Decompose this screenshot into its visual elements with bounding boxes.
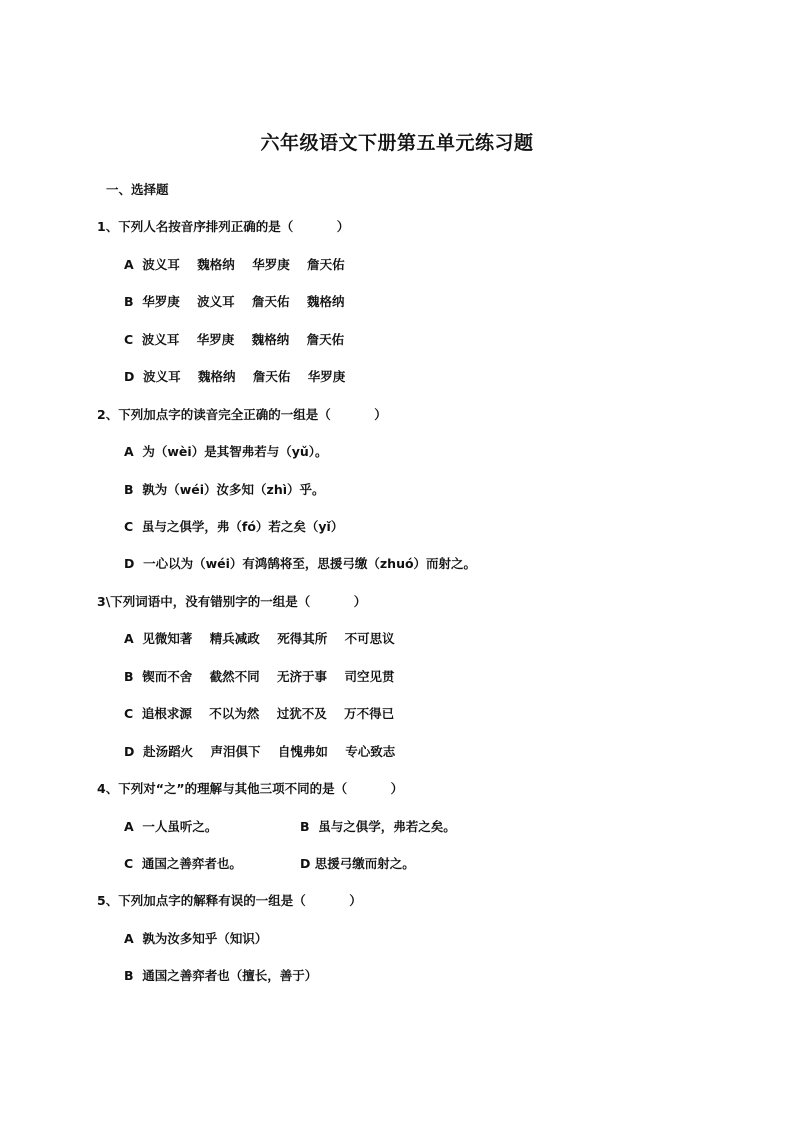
page-title: 六年级语文下册第五单元练习题 xyxy=(260,132,534,154)
question-2-option-d: D 一心以为（wéi）有鸿鹄将至，思援弓缴（zhuó）而射之。 xyxy=(124,556,477,571)
question-2-option-a: A 为（wèi）是其智弗若与（yǔ）。 xyxy=(124,444,328,459)
question-3-stem: 3\下列词语中，没有错别字的一组是（ ） xyxy=(97,594,367,609)
section-heading: 一、选择题 xyxy=(106,182,169,197)
question-4-option-b: B 虽与之俱学，弗若之矣。 xyxy=(300,819,456,834)
question-1-option-c: C 波义耳 华罗庚 魏格纳 詹天佑 xyxy=(124,332,345,347)
question-5-stem: 5、下列加点字的解释有误的一组是（ ） xyxy=(97,893,362,908)
question-3-option-d: D 赴汤蹈火 声泪俱下 自愧弗如 专心致志 xyxy=(124,744,396,759)
question-3-option-a: A 见微知著 精兵减政 死得其所 不可思议 xyxy=(124,631,395,646)
question-2-stem: 2、下列加点字的读音完全正确的一组是（ ） xyxy=(97,407,387,422)
question-2-option-c: C 虽与之俱学，弗（fó）若之矣（yǐ） xyxy=(124,519,344,534)
question-1-option-d: D 波义耳 魏格纳 詹天佑 华罗庚 xyxy=(124,369,346,384)
question-1-option-a: A 波义耳 魏格纳 华罗庚 詹天佑 xyxy=(124,257,345,272)
question-4-option-c: C 通国之善弈者也。 xyxy=(124,856,242,871)
question-3-option-c: C 追根求源 不以为然 过犹不及 万不得已 xyxy=(124,706,395,721)
question-3-option-b: B 锲而不舍 截然不同 无济于事 司空见贯 xyxy=(124,669,395,684)
question-5-option-b: B 通国之善弈者也（擅长，善于） xyxy=(124,968,318,983)
question-5-option-a: A 孰为汝多知乎（知识） xyxy=(124,931,268,946)
question-1-option-b: B 华罗庚 波义耳 詹天佑 魏格纳 xyxy=(124,294,345,309)
question-4-option-d: D 思援弓缴而射之。 xyxy=(300,856,415,871)
question-1-stem: 1、下列人名按音序排列正确的是（ ） xyxy=(97,219,350,234)
question-2-option-b: B 孰为（wéi）汝多知（zhì）乎。 xyxy=(124,482,325,497)
question-4-stem: 4、下列对“之”的理解与其他三项不同的是（ ） xyxy=(97,781,404,796)
question-4-option-a: A 一人虽听之。 xyxy=(124,819,218,834)
